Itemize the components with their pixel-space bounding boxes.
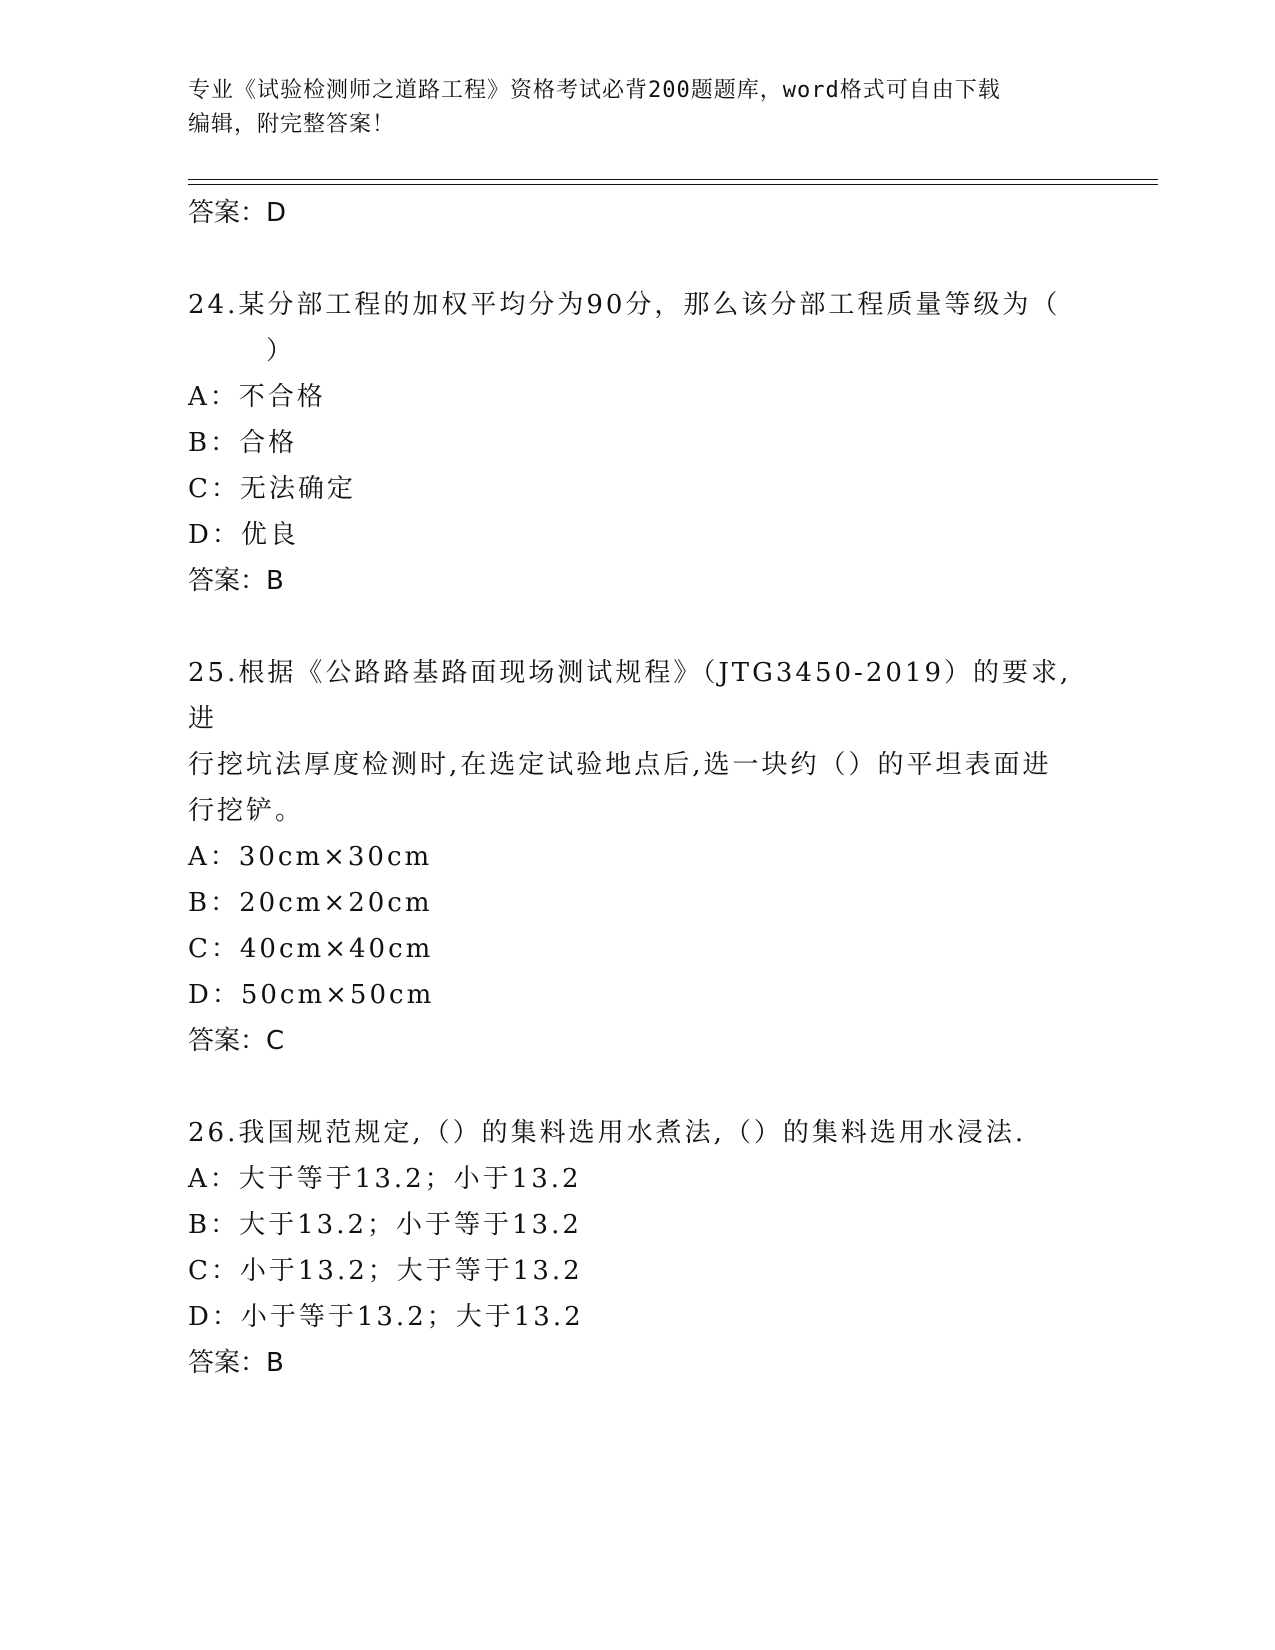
option-d: D：优良 bbox=[188, 520, 299, 550]
page-content bbox=[188, 190, 1088, 1386]
header-line-2: 编辑，附完整答案！ bbox=[188, 112, 396, 137]
question-stem-continued: 行挖坑法厚度检测时,在选定试验地点后,选一块约（）的平坦表面进 bbox=[188, 750, 1052, 780]
option-a: A：30cm×30cm bbox=[188, 842, 433, 872]
option-b: B：20cm×20cm bbox=[188, 888, 433, 918]
question-26 bbox=[188, 1110, 1088, 1386]
option-c: C：40cm×40cm bbox=[188, 934, 434, 964]
question-stem: 24.某分部工程的加权平均分为90分，那么该分部工程质量等级为（ bbox=[188, 290, 1061, 320]
answer: 答案：B bbox=[188, 1348, 284, 1378]
option-a: A：不合格 bbox=[188, 382, 326, 412]
document-header bbox=[188, 74, 1088, 142]
option-b: B：合格 bbox=[188, 428, 298, 458]
option-b: B：大于13.2；小于等于13.2 bbox=[188, 1210, 582, 1240]
question-stem-continued: 行挖铲。 bbox=[188, 796, 305, 826]
header-line-1: 专业《试验检测师之道路工程》资格考试必背200题题库，word格式可自由下载 bbox=[188, 78, 1001, 103]
question-stem: 25.根据《公路路基路面现场测试规程》（JTG3450-2019）的要求,进 bbox=[188, 658, 1072, 734]
question-stem-continued: ） bbox=[266, 336, 296, 366]
answer: 答案：C bbox=[188, 1026, 285, 1056]
question-24 bbox=[188, 282, 1088, 604]
option-c: C：小于13.2；大于等于13.2 bbox=[188, 1256, 583, 1286]
question-stem: 26.我国规范规定,（）的集料选用水煮法,（）的集料选用水浸法. bbox=[188, 1118, 1027, 1148]
header-divider-bottom bbox=[188, 184, 1158, 185]
option-a: A：大于等于13.2；小于13.2 bbox=[188, 1164, 582, 1194]
option-c: C：无法确定 bbox=[188, 474, 356, 504]
previous-answer: 答案：D bbox=[188, 198, 287, 228]
answer: 答案：B bbox=[188, 566, 284, 596]
option-d: D：50cm×50cm bbox=[188, 980, 435, 1010]
question-25 bbox=[188, 650, 1088, 1064]
option-d: D：小于等于13.2；大于13.2 bbox=[188, 1302, 584, 1332]
header-divider-top bbox=[188, 179, 1158, 180]
